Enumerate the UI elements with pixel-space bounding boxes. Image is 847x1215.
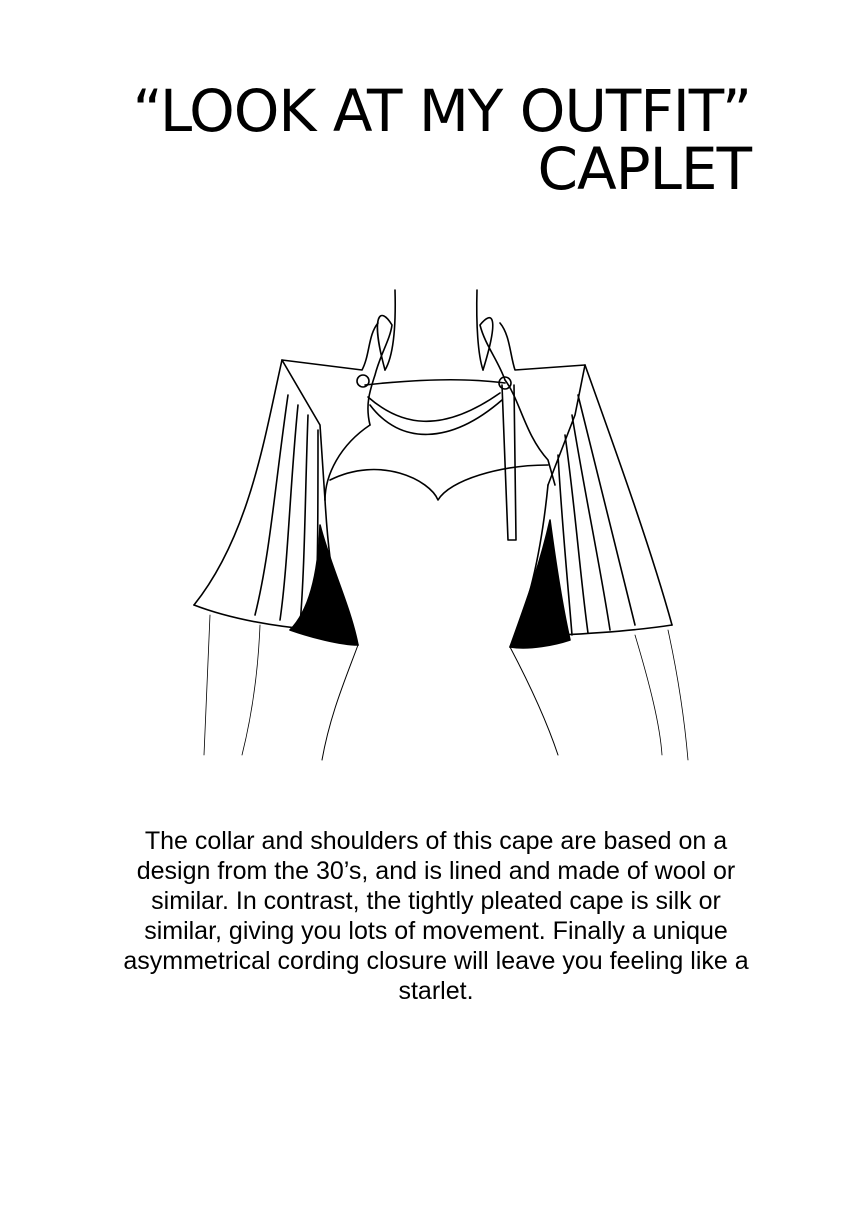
description-text: The collar and shoulders of this cape are based on a design from the 30’s, and is lined and made of wool or similar. In contrast, the tightly pleated cape is silk or similar, giving you lots of movement. Finally a unique asymmetrical cording closure will leave you feeling like a starlet. <box>123 827 749 1005</box>
page-title <box>132 77 751 203</box>
caplet-sketch-icon <box>180 285 700 770</box>
title-line-1: “LOOK AT MY OUTFIT” <box>132 77 751 145</box>
title-line-2: CAPLET <box>537 135 751 203</box>
